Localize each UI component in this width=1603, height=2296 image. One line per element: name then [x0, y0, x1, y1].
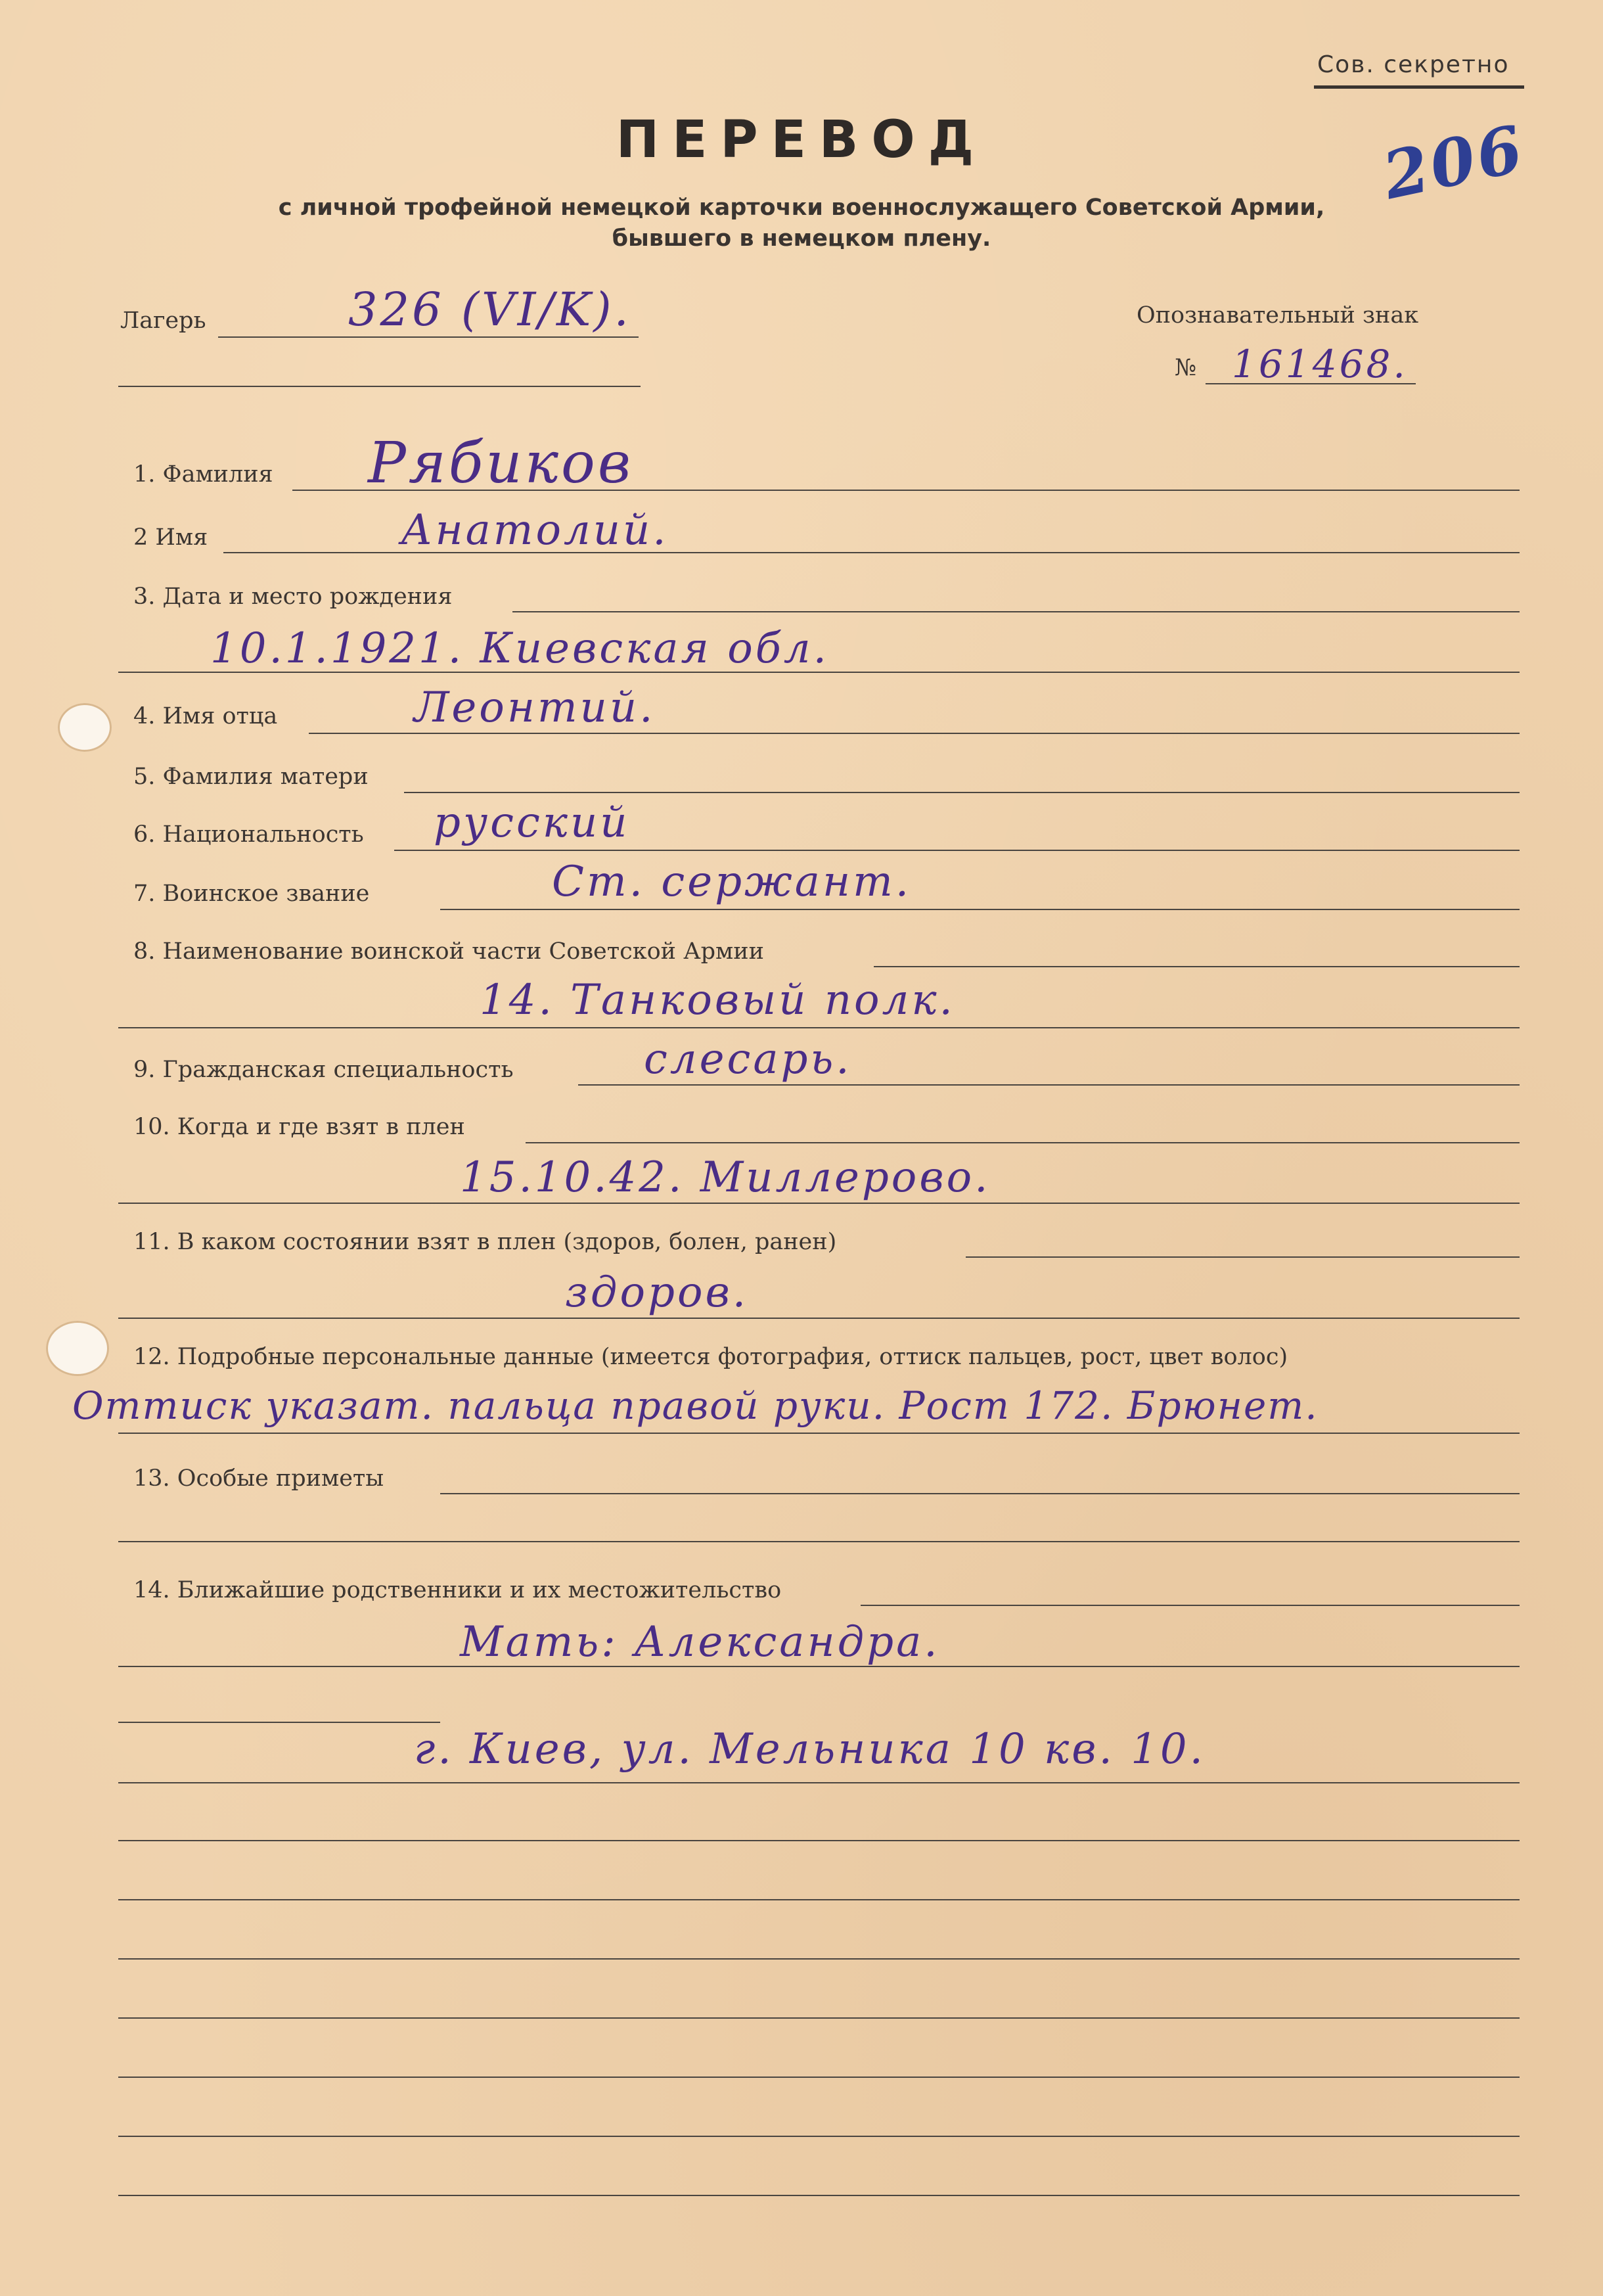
tag-value: 161468.: [1232, 342, 1408, 386]
field-11-line-2: [118, 1318, 1520, 1319]
field-7-value: Ст. сержант.: [552, 858, 912, 906]
document-number: 206: [1376, 110, 1532, 215]
punch-hole-bottom: [46, 1321, 109, 1376]
field-4-label: 4. Имя отца: [133, 703, 278, 729]
field-5-line: [404, 792, 1520, 793]
blank-line-5: [118, 2077, 1520, 2078]
field-3-value: 10.1.1921. Киевская обл.: [210, 624, 829, 673]
field-14-address: г. Киев, ул. Мельника 10 кв. 10.: [414, 1725, 1206, 1774]
field-9-label: 9. Гражданская специальность: [133, 1057, 514, 1083]
field-2-label: 2 Имя: [133, 524, 208, 551]
field-10-line: [526, 1142, 1520, 1143]
tag-label: Опознавательный знак: [1137, 302, 1419, 329]
field-2-value: Анатолий.: [401, 506, 669, 555]
camp-line: [218, 336, 639, 338]
field-14-line-3: [118, 1722, 440, 1723]
blank-line-4: [118, 2017, 1520, 2019]
field-11-label: 11. В каком состоянии взят в плен (здоров, болен, ранен): [133, 1229, 837, 1255]
blank-line-7: [118, 2195, 1520, 2196]
tag-no-label: №: [1175, 355, 1197, 381]
field-9-value: слесарь.: [644, 1035, 852, 1084]
field-12-label: 12. Подробные персональные данные (имеется фотография, оттиск пальцев, рост, цвет волос): [133, 1344, 1288, 1370]
field-13-label: 13. Особые приметы: [133, 1465, 384, 1492]
blank-line-6: [118, 2136, 1520, 2137]
field-4-line: [309, 733, 1520, 734]
field-6-label: 6. Национальность: [133, 821, 364, 848]
blank-line-3: [118, 1958, 1520, 1960]
field-14-line: [861, 1605, 1520, 1606]
field-7-label: 7. Воинское звание: [133, 881, 370, 907]
field-8-line: [874, 966, 1520, 967]
blank-line-1: [118, 1840, 1520, 1841]
field-1-label: 1. Фамилия: [133, 461, 273, 488]
field-8-line-2: [118, 1027, 1520, 1028]
field-13-line: [440, 1493, 1520, 1494]
field-4-value: Леонтий.: [414, 683, 656, 732]
field-14-line-2: [118, 1666, 1520, 1667]
field-10-line-2: [118, 1203, 1520, 1204]
field-14-label: 14. Ближайшие родственники и их местожительство: [133, 1577, 782, 1603]
document-title: ПЕРЕВОД: [616, 110, 987, 170]
field-7-line: [440, 909, 1520, 910]
field-6-line: [394, 850, 1520, 851]
punch-hole-top: [58, 703, 112, 752]
field-14-value: Мать: Александра.: [460, 1618, 940, 1666]
field-10-label: 10. Когда и где взят в плен: [133, 1114, 465, 1140]
field-11-line: [966, 1256, 1520, 1258]
field-14-line-4: [118, 1782, 1520, 1783]
field-8-value: 14. Танковый полк.: [480, 976, 955, 1024]
classification-stamp: Сов. секретно: [1317, 51, 1510, 78]
field-6-value: русский: [434, 798, 630, 847]
field-13-line-2: [118, 1541, 1520, 1542]
field-12-value: Оттиск указат. пальца правой руки. Рост 172. Брюнет.: [72, 1383, 1319, 1428]
field-3-line: [512, 611, 1520, 612]
field-10-value: 15.10.42. Миллерово.: [460, 1153, 991, 1202]
field-12-line-2: [118, 1433, 1520, 1434]
field-5-label: 5. Фамилия матери: [133, 764, 369, 790]
blank-line-2: [118, 1899, 1520, 1900]
field-1-value: Рябиков: [368, 430, 633, 496]
camp-label: Лагерь: [120, 308, 206, 334]
camp-line-2: [118, 386, 641, 387]
camp-value: 326 (VI/K).: [348, 283, 631, 336]
field-9-line: [578, 1084, 1520, 1086]
field-11-value: здоров.: [565, 1268, 749, 1317]
subtitle-line-1: с личной трофейной немецкой карточки военнослужащего Советской Армии,: [278, 195, 1325, 221]
field-8-label: 8. Наименование воинской части Советской Армии: [133, 938, 764, 965]
field-3-label: 3. Дата и место рождения: [133, 584, 453, 610]
classification-underline: [1314, 85, 1524, 89]
subtitle-line-2: бывшего в немецком плену.: [612, 225, 991, 252]
